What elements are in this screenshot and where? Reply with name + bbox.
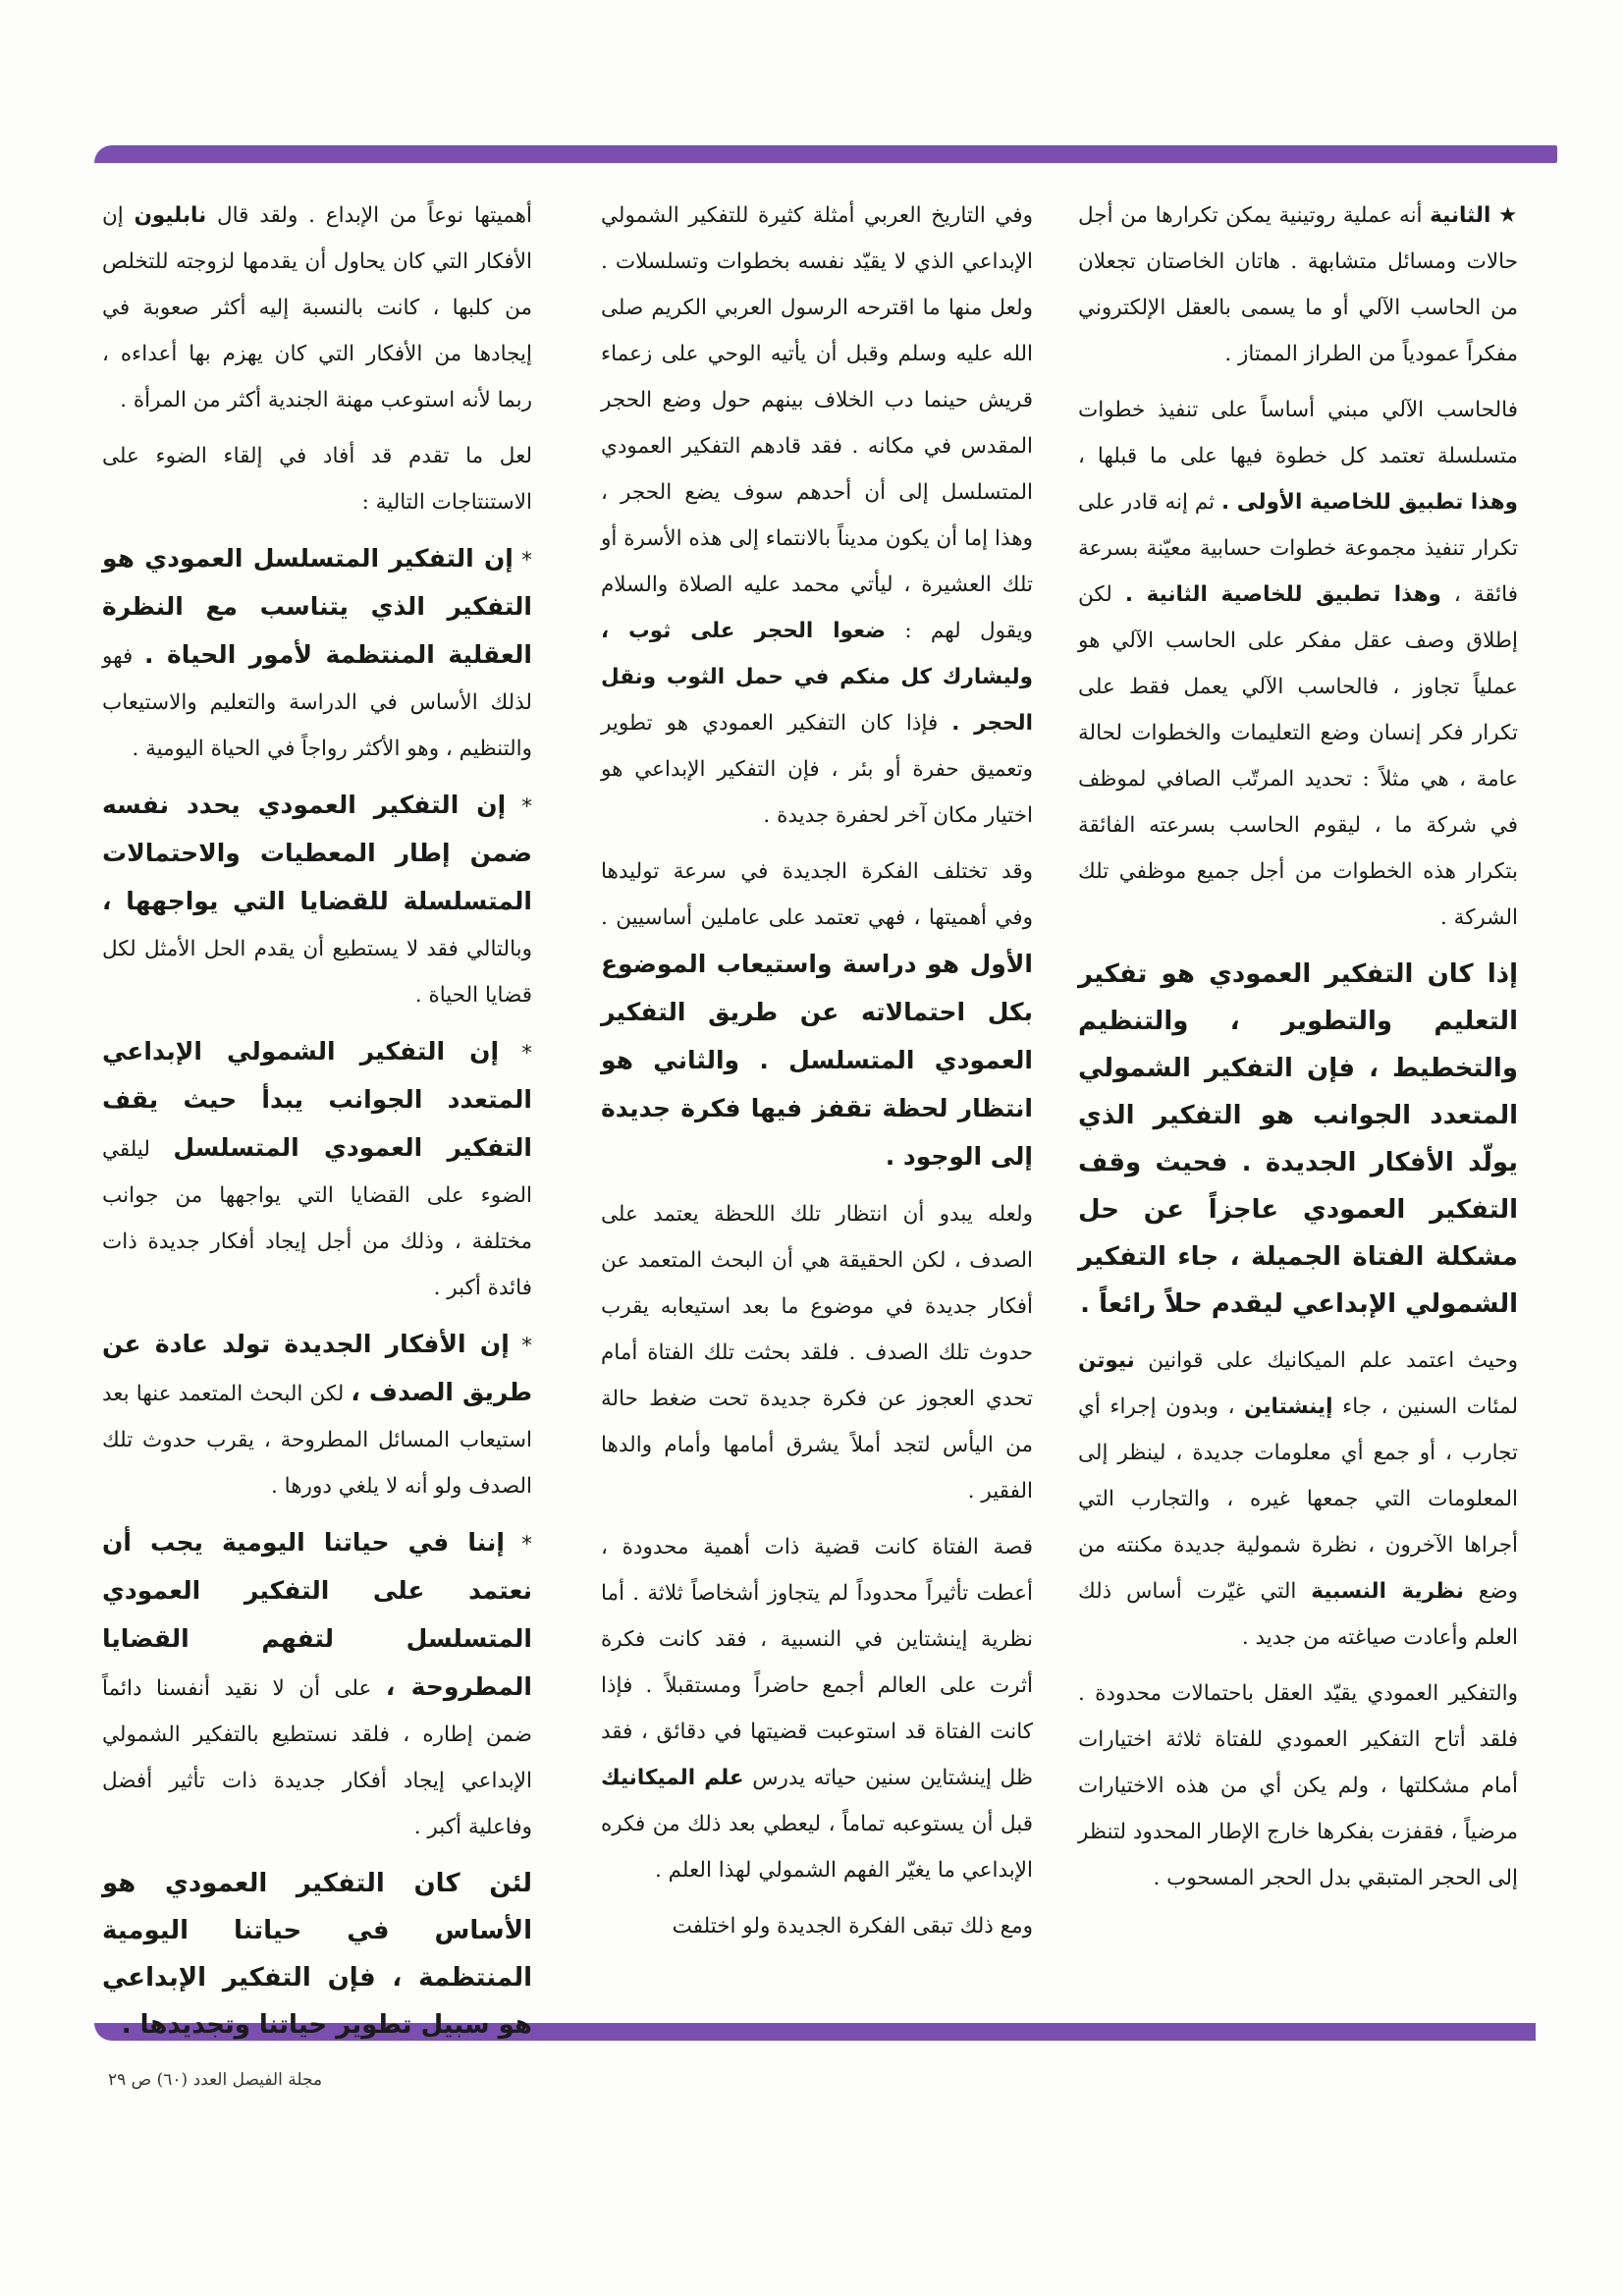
paragraph-text: فهو لذلك الأساس في الدراسة والتعليم والاستيعاب والتنظيم ، وهو الأكثر رواجاً في الحياة اليومية . [102, 644, 532, 761]
article-column-middle [601, 192, 1033, 2009]
conclusion-item [102, 1519, 532, 1850]
paragraph-text: فالحاسب الآلي مبني أساساً على تنفيذ خطوات متسلسلة تعتمد كل خطوة فيها على ما قبلها ، [1078, 398, 1518, 468]
paragraph-text: لمئات السنين ، جاء [1342, 1394, 1519, 1419]
article-column-left [102, 192, 533, 2040]
paragraph-text: فإذا كان التفكير العمودي هو تطوير وتعميق حفرة أو بئر ، فإن التفكير الإبداعي هو اختيار مكان آخر لحفرة جديدة . [601, 711, 1033, 828]
asterisk-icon: * [521, 1041, 532, 1066]
paragraph-text: قصة الفتاة كانت قضية ذات أهمية محدودة ، أعطت تأثيراً محدوداً لم يتجاوز أشخاصاً ثلاثة . أما نظرية إينشتاين في النسبية ، فقد كانت فكرة أثرت على العالم أجمع حاضراً ومستقبلاً . فإذا كانت الفتاة قد استوعبت قضيتها في دقائق ، فقد ظل إينشتاين سنين حياته يدرس [601, 1535, 1033, 1790]
paragraph: والتفكير العمودي يقيّد العقل باحتمالات محدودة . فلقد أتاح التفكير العمودي للفتاة ثلاثة اختيارات أمام مشكلتها ، ولم يكن أي من هذه الاختيارات مرضياً ، فقفزت بفكرها خارج الإطار المحدود لتنظر إلى الحجر المتبقي بدل الحجر المسحوب . [1078, 1681, 1518, 1890]
paragraph-text: وبالتالي فقد لا يستطيع أن يقدم الحل الأمثل لكل قضايا الحياة . [102, 937, 532, 1008]
conclusion-heading: إن الأفكار الجديدة تولد عادة عن طريق الصدف ، [102, 1330, 532, 1406]
asterisk-icon: * [521, 1334, 532, 1358]
paragraph [601, 848, 1033, 1181]
paragraph-text: وقد تختلف الفكرة الجديدة في سرعة توليدها وفي أهميتها ، فهي تعتمد على عاملين أساسيين . [601, 859, 1033, 930]
asterisk-icon: * [521, 1532, 532, 1557]
conclusion-item [102, 1321, 532, 1509]
article-column-right [1078, 192, 1518, 2009]
paragraph-text: إن الأفكار التي كان يحاول أن يقدمها لزوجته للتخلص من كلبها ، كانت بالنسبة إليه أكثر صعوبة في إيجادها من الأفكار التي كان يهزم بها أعداءه ، ربما لأنه استوعب مهنة الجندية أكثر من المرأة . [102, 203, 532, 412]
paragraph-text: وحيث اعتمد علم الميكانيك على قوانين [1148, 1348, 1518, 1373]
paragraph-text: لكن إطلاق وصف عقل مفكر على الحاسب الآلي هو عملياً تجاوز ، فالحاسب الآلي يعمل فقط على تكرار فكر إنسان وضع التعليمات والخطوات لحالة عامة ، هي مثلاً : تحديد المرتّب الصافي لموظف في شركة ما ، ليقوم الحاسب بسرعته الفائقة بتكرار هذه الخطوات من أجل جميع موظفي تلك الشركة . [1078, 582, 1518, 930]
paragraph-text: ليلقي الضوء على القضايا التي يواجهها من جوانب مختلفة ، وذلك من أجل إيجاد أفكار جديدة ذات فائدة أكبر . [102, 1137, 532, 1300]
name-emphasis: إينشتاين [1244, 1394, 1333, 1419]
paragraph-text: أنه عملية روتينية يمكن تكرارها من أجل حالات ومسائل متشابهة . هاتان الخاصتان تجعلان من الحاسب الآلي أو ما يسمى بالعقل الإلكتروني مفكراً عمودياً من الطراز الممتاز . [1078, 203, 1518, 366]
paragraph: لعل ما تقدم قد أفاد في إلقاء الضوء على الاستنتاجات التالية : [102, 444, 532, 515]
paragraph-text: التي غيّرت أساس ذلك العلم وأعادت صياغته من جديد . [1078, 1579, 1518, 1650]
keyword: الثانية [1430, 203, 1491, 228]
paragraph-text: لكن البحث المتعمد عنها بعد استيعاب المسائل المطروحة ، يقرب حدوث تلك الصدف ولو أنه لا يلغي دورها . [102, 1382, 532, 1499]
paragraph [601, 1524, 1033, 1893]
emphasis: الأول هو دراسة واستيعاب الموضوع بكل احتمالاته عن طريق التفكير العمودي المتسلسل . والثاني هو انتظار لحظة تقفز فيها فكرة جديدة إلى الوجود . [601, 950, 1033, 1171]
emphasis: ضعوا الحجر على ثوب ، وليشارك كل منكم في حمل الثوب ونقل الحجر . [601, 619, 1033, 736]
paragraph-text: ثم إنه قادر على تكرار تنفيذ مجموعة خطوات حسابية معيّنة بسرعة فائقة ، [1078, 490, 1518, 607]
star-icon: ★ [1497, 203, 1518, 228]
name-emphasis: نيوتن [1078, 1348, 1135, 1373]
emphasis: وهذا تطبيق للخاصية الأولى . [1221, 490, 1518, 515]
conclusion-heading: إن التفكير المتسلسل العمودي هو التفكير الذي يتناسب مع النظرة العقلية المنتظمة لأمور الحياة . [102, 544, 532, 669]
paragraph-text: على أن لا نقيد أنفسنا دائماً ضمن إطاره ، فلقد نستطيع بالتفكير الشمولي الإبداعي إيجاد أفكار جديدة ذات تأثير أفضل وفاعلية أكبر . [102, 1676, 532, 1839]
asterisk-icon: * [521, 794, 532, 819]
conclusion-heading: إن التفكير الشمولي الإبداعي المتعدد الجوانب يبدأ حيث يقف التفكير العمودي المتسلسل [102, 1037, 532, 1162]
emphasis: علم الميكانيك [601, 1766, 744, 1790]
paragraph [1078, 192, 1518, 377]
name-emphasis: نابليون [134, 203, 207, 228]
top-decorative-rule [94, 145, 1557, 163]
conclusion-item [102, 1028, 532, 1311]
paragraph-text: قبل أن يستوعبه تماماً ، ليعطي بعد ذلك من فكره الإبداعي ما يغيّر الفهم الشمولي لهذا العلم . [601, 1812, 1033, 1883]
pull-quote: إذا كان التفكير العمودي هو تفكير التعليم والتطوير ، والتنظيم والتخطيط ، فإن التفكير الشمولي المتعدد الجوانب هو التفكير الذي يولّد الأفكار الجديدة . فحيث وقف التفكير العمودي عاجزاً عن حل مشكلة الفتاة الجميلة ، جاء التفكير الشمولي الإبداعي ليقدم حلاً رائعاً . [1078, 959, 1518, 1319]
name-emphasis: نظرية النسبية [1311, 1579, 1465, 1604]
conclusion-heading: إننا في حياتنا اليومية يجب أن نعتمد على التفكير العمودي المتسلسل لتفهم القضايا المطروحة ، [102, 1528, 533, 1701]
conclusion-heading: إن التفكير العمودي يحدد نفسه ضمن إطار المعطيات والاحتمالات المتسلسلة للقضايا التي يواجهها ، [102, 791, 532, 915]
asterisk-icon: * [521, 548, 532, 573]
paragraph [1078, 387, 1518, 941]
closing-pull-quote: لئن كان التفكير العمودي هو الأساس في حياتنا اليومية المنتظمة ، فإن التفكير الإبداعي هو سبيل تطوير حياتنا وتجديدها . [102, 1869, 532, 2040]
paragraph-text: وفي التاريخ العربي أمثلة كثيرة للتفكير الشمولي الإبداعي الذي لا يقيّد نفسه بخطوات وتسلسلات . ولعل منها ما اقترحه الرسول العربي الكريم صلى الله عليه وسلم وقبل أن يأتيه الوحي على زعماء قريش حينما دب الخلاف بينهم حول وضع الحجر المقدس في مكانه . فقد قادهم التفكير العمودي المتسلسل إلى أن أحدهم سوف يضع الحجر ، وهذا إما أن يكون مديناً بالانتماء إلى هذه الأسرة أو تلك العشيرة ، ليأتي محمد عليه الصلاة والسلام ويقول لهم : [601, 203, 1033, 643]
page-footer: مجلة الفيصل العدد (٦٠) ص ٢٩ [108, 2070, 323, 2090]
paragraph [601, 192, 1033, 839]
paragraph-text: أهميتها نوعاً من الإبداع . ولقد قال [217, 203, 532, 228]
paragraph-text: ، وبدون إجراء أي تجارب ، أو جمع أي معلومات جديدة ، لينظر إلى المعلومات التي جمعها غيره ، والتجارب التي أجراها الآخرون ، نظرة شمولية جديدة مكنته من وضع [1078, 1394, 1518, 1604]
paragraph: ولعله يبدو أن انتظار تلك اللحظة يعتمد على الصدف ، لكن الحقيقة هي أن البحث المتعمد عن أفكار جديدة في موضوع ما بعد استيعابه يقرب حدوث تلك الصدف . فلقد بحثت تلك الفتاة أمام تحدي العجوز عن فكرة جديدة تحت ضغط حالة من اليأس لتجد أملاً يشرق أمامها وأمام والدها الفقير . [601, 1202, 1033, 1503]
paragraph: ومع ذلك تبقى الفكرة الجديدة ولو اختلفت [672, 1914, 1033, 1939]
paragraph [102, 192, 532, 423]
conclusion-item [102, 782, 532, 1018]
emphasis: وهذا تطبيق للخاصية الثانية . [1124, 582, 1441, 607]
conclusion-item [102, 535, 532, 772]
paragraph [1078, 1338, 1518, 1661]
